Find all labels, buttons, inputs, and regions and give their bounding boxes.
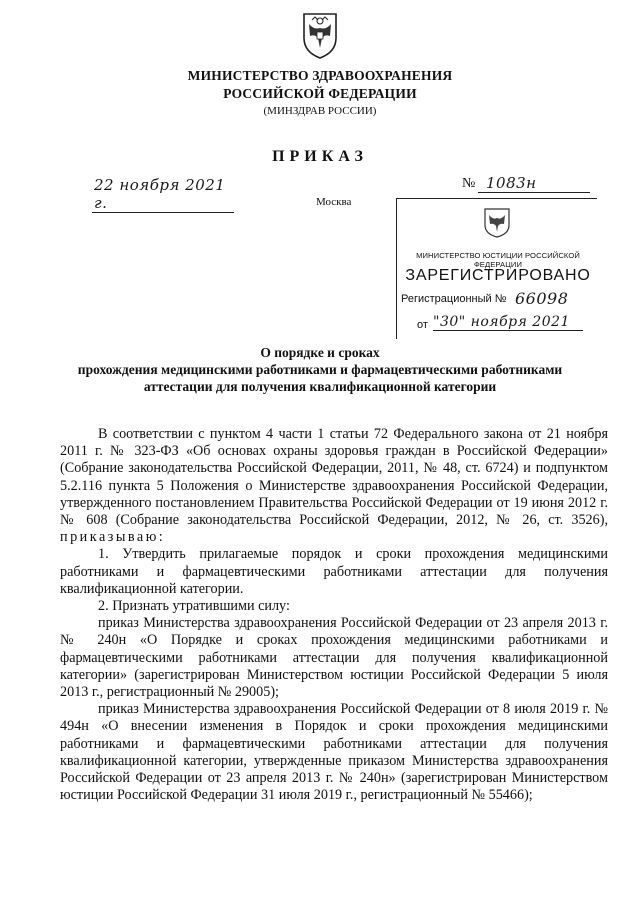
document-body	[60, 426, 608, 804]
order-word: приказываю:	[60, 529, 166, 546]
paragraph-repealed-2: приказ Министерства здравоохранения Российской Федерации от 8 июля 2019 г. № 494н «О внесении изменения в Порядок и сроки прохождения медицинскими работниками и фармацевтическими работниками аттестации для получения квалификационной категории, утвержденные приказом Министерства здравоохранения Российской Федерации от 23 апреля 2013 г. № 240н» (зарегистрирован Министерством юстиции Российской Федерации 31 июля 2019 г., регистрационный № 55466);	[60, 701, 608, 804]
stamp-reg-number: 66098	[515, 289, 569, 308]
stamp-reg-label: Регистрационный №	[401, 293, 507, 305]
registration-stamp	[396, 198, 597, 339]
ministry-abbr: (МИНЗДРАВ РОССИИ)	[263, 105, 377, 117]
order-number-label: №	[462, 176, 476, 191]
doc-title-line3: аттестации для получения квалификационной категории	[143, 379, 497, 394]
stamp-emblem-icon	[482, 205, 512, 239]
preamble-text: В соответствии с пунктом 4 части 1 статьи 72 Федерального закона от 21 ноября 2011 г. № 323-ФЗ «Об основах охраны здоровья граждан в Российской Федерации» (Собрание законодательства Российской Федерации, 2011, № 48, ст. 6724) и подпунктом 5.2.116 пункта 5 Положения о Министерстве здравоохранения Российской Федерации, утвержденного постановлением Правительства Российской Федерации от 19 июня 2012 г. № 608 (Собрание законодательства Российской Федерации, 2012, № 26, ст. 3526),	[60, 426, 608, 529]
doc-title-line2: прохождения медицинскими работниками и фармацевтическими работниками	[77, 362, 563, 377]
paragraph-2: 2. Признать утратившими силу:	[98, 598, 290, 615]
russian-emblem-icon	[300, 8, 340, 60]
order-date: 22 ноября 2021 г.	[92, 176, 234, 213]
paragraph-repealed-1: приказ Министерства здравоохранения Российской Федерации от 23 апреля 2013 г. № 240н «О Порядке и сроках прохождения медицинскими работниками и фармацевтическими работниками аттестации для получения квалификационной категории» (зарегистрирован Министерством юстиции Российской Федерации 5 июля 2013 г., регистрационный № 29005);	[60, 615, 608, 701]
stamp-ministry: МИНИСТЕРСТВО ЮСТИЦИИ РОССИЙСКОЙ ФЕДЕРАЦИИ	[416, 251, 580, 269]
stamp-registered: ЗАРЕГИСТРИРОВАНО	[405, 267, 591, 284]
stamp-from-date: "30" ноября 2021	[433, 314, 583, 331]
order-city: Москва	[316, 196, 352, 208]
order-title: ПРИКАЗ	[272, 148, 368, 165]
doc-title-line1: О порядке и сроках	[260, 345, 380, 360]
paragraph-1: 1. Утвердить прилагаемые порядок и сроки прохождения медицинскими работниками и фармацевтическими работниками аттестации для получения квалификационной категории.	[60, 546, 608, 597]
ministry-line2: РОССИЙСКОЙ ФЕДЕРАЦИИ	[223, 86, 417, 101]
stamp-from-label: от	[417, 319, 428, 331]
order-number: 1083н	[478, 174, 590, 193]
paragraph-preamble	[60, 426, 608, 546]
ministry-line1: МИНИСТЕРСТВО ЗДРАВООХРАНЕНИЯ	[187, 68, 453, 83]
